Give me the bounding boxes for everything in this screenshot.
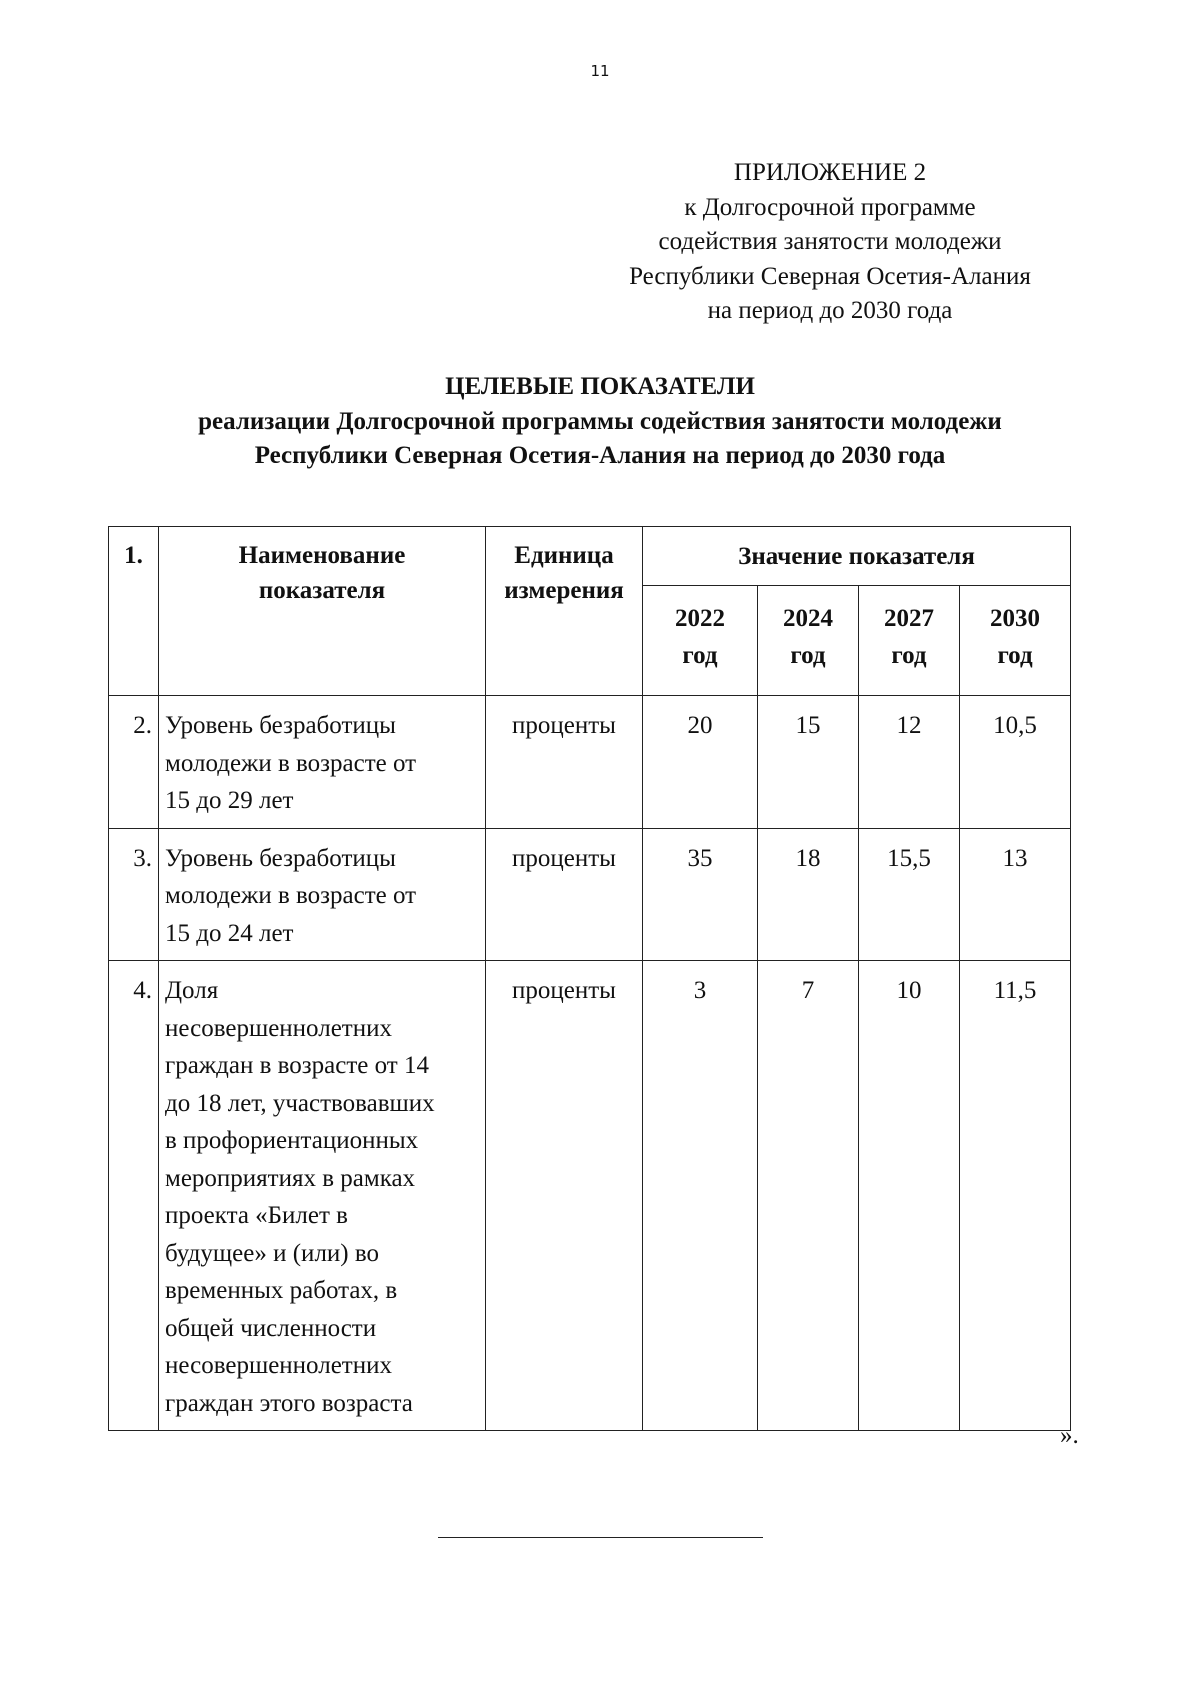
row-number: 2. (109, 696, 159, 829)
annex-line: на период до 2030 года (707, 297, 953, 324)
unit-cell: проценты (486, 961, 643, 1431)
title-subtitle: реализации Долгосрочной программы содействия занятости молодежи (198, 407, 1002, 435)
title-main: ЦЕЛЕВЫЕ ПОКАЗАТЕЛИ (445, 373, 755, 400)
indicator-name-line: несовершеннолетних (165, 1352, 392, 1379)
unit-cell: проценты (486, 828, 643, 961)
header-unit-line: Единица (514, 542, 614, 569)
table-header-row (109, 527, 1071, 586)
indicator-name-line: до 18 лет, участвовавших (165, 1089, 435, 1117)
row-number: 4. (109, 961, 159, 1431)
title-subtitle: Республики Северная Осетия-Алания на период до 2030 года (254, 442, 946, 469)
indicator-name-line: в профориентационных (165, 1127, 419, 1154)
year-label: 2022 (675, 605, 725, 632)
value-cell: 15,5 (859, 828, 960, 961)
annex-line: Республики Северная Осетия-Алания (629, 262, 1031, 290)
unit-cell: проценты (486, 696, 643, 829)
indicators-table (108, 526, 1071, 1431)
year-cell (859, 586, 960, 696)
indicator-name (159, 828, 486, 961)
indicator-name (159, 961, 486, 1431)
header-name-line: Наименование (238, 542, 406, 569)
value-cell: 13 (960, 828, 1071, 961)
indicator-name-line: молодежи в возрасте от (165, 749, 417, 777)
indicator-name-line: 15 до 29 лет (165, 787, 294, 814)
table-row (109, 696, 1071, 829)
indicator-name-line: несовершеннолетних (165, 1014, 392, 1042)
value-cell: 15 (758, 696, 859, 829)
document-title (110, 370, 1090, 474)
indicator-name-line: будущее» и (или) во (165, 1239, 380, 1267)
annex-heading (590, 156, 1070, 329)
indicator-name-line: Уровень безработицы (165, 844, 396, 872)
value-cell: 10 (859, 961, 960, 1431)
indicator-name-line: проекта «Билет в (165, 1202, 348, 1229)
indicator-name-line: граждан этого возраста (165, 1389, 413, 1417)
value-cell: 18 (758, 828, 859, 961)
footer-divider (438, 1537, 763, 1538)
year-label: 2030 (990, 605, 1041, 632)
indicator-name-line: мероприятиях в рамках (165, 1164, 416, 1192)
value-cell: 20 (643, 696, 758, 829)
indicator-name-line: Уровень безработицы (165, 712, 396, 739)
header-num: 1. (109, 527, 159, 696)
value-cell: 7 (758, 961, 859, 1431)
year-suffix: год (997, 642, 1033, 669)
year-label: 2024 (783, 605, 833, 632)
value-cell: 35 (643, 828, 758, 961)
table-row (109, 828, 1071, 961)
row-number: 3. (109, 828, 159, 961)
header-name (159, 527, 486, 696)
header-name-line: показателя (258, 577, 386, 604)
year-cell (643, 586, 758, 696)
table-row (109, 961, 1071, 1431)
indicator-name-line: Доля (165, 977, 219, 1004)
value-cell: 11,5 (960, 961, 1071, 1431)
year-label: 2027 (884, 605, 934, 632)
page-number: 11 (590, 62, 610, 80)
annex-line: содействия занятости молодежи (658, 228, 1002, 255)
value-cell: 10,5 (960, 696, 1071, 829)
annex-title: ПРИЛОЖЕНИЕ 2 (733, 159, 927, 186)
indicator-name-line: общей численности (165, 1314, 377, 1342)
header-unit (486, 527, 643, 696)
annex-line: к Долгосрочной программе (684, 193, 976, 221)
indicator-name-line: молодежи в возрасте от (165, 882, 417, 909)
indicator-name-line: временных работах, в (165, 1277, 398, 1304)
year-cell (960, 586, 1071, 696)
closing-quote-mark: ». (1060, 1422, 1079, 1449)
year-cell (758, 586, 859, 696)
year-suffix: год (682, 642, 718, 669)
indicator-name-line: граждан в возрасте от 14 (165, 1052, 429, 1079)
indicator-name (159, 696, 486, 829)
header-unit-line: измерения (504, 577, 624, 604)
value-cell: 12 (859, 696, 960, 829)
header-value: Значение показателя (643, 527, 1071, 586)
year-suffix: год (891, 642, 927, 669)
year-suffix: год (790, 642, 826, 669)
indicator-name-line: 15 до 24 лет (165, 919, 294, 947)
value-cell: 3 (643, 961, 758, 1431)
